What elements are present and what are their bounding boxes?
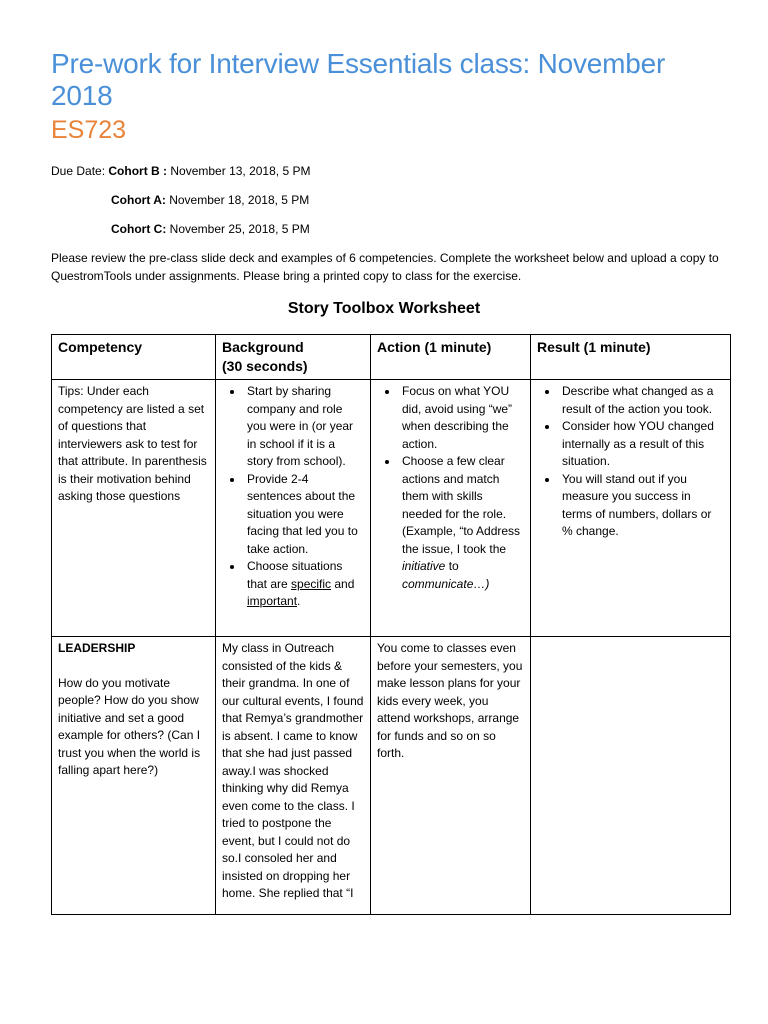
header-competency: Competency xyxy=(52,335,216,380)
list-item-text: to xyxy=(445,559,459,573)
cohort-date: November 13, 2018, 5 PM xyxy=(170,164,311,178)
list-item xyxy=(244,558,364,611)
table-row-leadership xyxy=(52,637,731,915)
list-item-text: and xyxy=(331,576,355,591)
tips-competency-cell xyxy=(52,380,216,637)
table-header-row xyxy=(52,335,731,380)
list-item: • You will stand out if you measure you success in terms of numbers, dollars or % change. xyxy=(559,471,724,541)
tips-background-cell xyxy=(216,380,371,637)
header-result: Result (1 minute) xyxy=(531,335,731,380)
tips-action-cell xyxy=(371,380,531,637)
document-title: Pre-work for Interview Essentials class: November 2018 xyxy=(51,48,666,111)
story-toolbox-table xyxy=(51,334,731,915)
important-emphasis: important xyxy=(247,594,298,608)
table-row-tips xyxy=(52,380,731,637)
leadership-background-text: My class in Outreach consisted of the kids & their grandma. In one of our cultural events, I found that Remya’s grandmother is absent. I came to know that she had just passed away.I was shocked thinking why did Remya even come to the class. I tried to postpone the event, but I could not do so.I consoled her and insisted on dropping her home. She replied that “I xyxy=(222,641,364,900)
due-date-cohort-c xyxy=(111,221,310,237)
list-item: • Start by sharing company and role you were in (or year in school if it is a story from school). xyxy=(244,383,364,471)
specific-emphasis: specific xyxy=(291,576,332,591)
header-background xyxy=(216,335,371,380)
leadership-background-cell[interactable] xyxy=(216,637,371,915)
tips-result-cell xyxy=(531,380,731,637)
background-tips-list xyxy=(222,383,364,611)
leadership-result-cell[interactable] xyxy=(531,637,731,915)
leadership-action-text: You come to classes even before your semesters, you make lesson plans for your kids every week, you attend workshops, arrange for funds and so on so forth. xyxy=(377,641,523,760)
communicate-emphasis: communicate…) xyxy=(402,576,490,591)
list-item: • Provide 2-4 sentences about the situation you were facing that led you to take action. xyxy=(244,471,364,559)
due-date-cohort-b xyxy=(51,163,310,179)
leadership-questions: How do you motivate people? How do you show initiative and set a good example for others? (Can I trust you when the world is falling apart here?) xyxy=(58,675,201,777)
cohort-name: Cohort A: xyxy=(111,193,166,207)
list-item-text: . xyxy=(297,594,301,608)
list-item-text: Choose a few clear actions and match them with skills needed for the role. (Example, “to Address the issue, I took the xyxy=(402,454,521,556)
leadership-action-cell[interactable] xyxy=(371,637,531,915)
cohort-date: November 18, 2018, 5 PM xyxy=(169,193,310,207)
course-code: ES723 xyxy=(51,116,127,144)
list-item: • Consider how YOU changed internally as a result of this situation. xyxy=(559,418,724,471)
initiative-emphasis: initiative xyxy=(402,559,446,573)
worksheet-title: Story Toolbox Worksheet xyxy=(287,300,481,317)
action-tips-list xyxy=(377,383,524,593)
header-background-sub: (30 seconds) xyxy=(222,358,308,374)
list-item xyxy=(399,453,524,593)
leadership-competency-cell xyxy=(52,637,216,915)
list-item-text: Choose situations that are xyxy=(247,559,343,591)
cohort-name: Cohort B : xyxy=(108,164,168,178)
cohort-name: Cohort C: xyxy=(111,222,167,236)
due-date-label: Due Date: xyxy=(51,164,106,178)
cohort-date: November 25, 2018, 5 PM xyxy=(169,222,310,236)
list-item: • Describe what changed as a result of the action you took. xyxy=(559,383,724,418)
leadership-label: LEADERSHIP xyxy=(58,641,136,655)
result-tips-list xyxy=(537,383,724,541)
header-action: Action (1 minute) xyxy=(371,335,531,380)
due-date-cohort-a xyxy=(111,192,309,208)
header-background-label: Background xyxy=(222,339,304,355)
intro-paragraph: Please review the pre-class slide deck and examples of 6 competencies. Complete the worksheet below and upload a copy to QuestromTools under assignments. Please bring a printed copy to class for the exercise. xyxy=(51,251,719,283)
tips-text: Tips: Under each competency are listed a set of questions that interviewers ask to test for that attribute. In parenthesis is their motivation behind asking those questions xyxy=(58,384,207,503)
list-item: • Focus on what YOU did, avoid using “we” when describing the action. xyxy=(399,383,524,453)
